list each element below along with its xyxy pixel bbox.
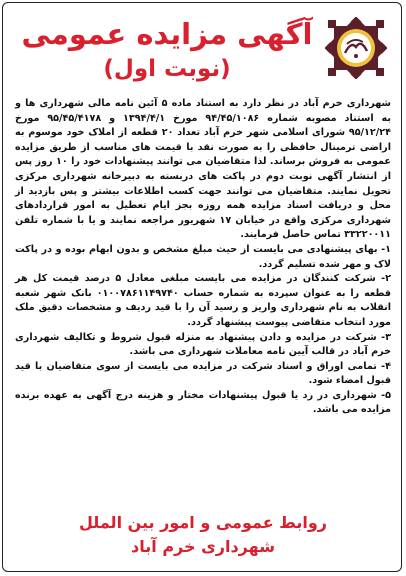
footer-department: روابط عمومی و امور بین الملل	[79, 513, 327, 532]
ad-subtitle: (نوبت اول)	[103, 56, 231, 82]
ad-title: آگهی مزایده عمومی	[21, 17, 313, 51]
condition-item-4: ۴- تمامی اوراق و اسناد شرکت در مزایده می بایست از سوی متقاضیان با قید قبول امضاء شود.	[15, 360, 391, 387]
ad-frame	[2, 2, 402, 572]
condition-item-5: ۵- شهرداری در رد یا قبول پیشنهادات مختار و هزینه درج آگهی به عهده برنده مزایده می باشد.	[15, 389, 391, 416]
ad-body	[15, 97, 391, 418]
intro-paragraph: شهرداری خرم آباد در نظر دارد به استناد ماده ۵ آئین نامه مالی شهرداری ها و به استناد مصوبه شماره ۹۴/۴۵/۱۰۸۶ مورخ ۱۳۹۴/۴/۱ و ۹۵/۴۵/۴۱۷۸ مورخ ۹۵/۱۲/۲۴ شورای اسلامی شهر خرم آباد تعداد ۲۰ قطعه از املاک خود موسوم به اراضی ترمینال حافظی را به صورت نقد با قیمت های مناسب از طریق مزایده عمومی به فروش برساند. لذا متقاضیان می توانند پیشنهادات خود را ۱۰ روز پس از انتشار آگهی نوبت دوم در پاکت های دربسته به دبیرخانه شهرداری مرکزی تحویل نمایند. متقاضیان می توانند جهت کسب اطلاعات بیشتر و پس بازدید از محل و دریافت اسناد مزایده همه روزه بجز ایام تعطیل به امور قراردادهای شهرداری مرکزی واقع در خیابان ۱۷ شهریور مراجعه نمایند و یا با شماره تلفن ۳۳۲۲۰۰۱۱ تماس حاصل فرمایند.	[15, 98, 391, 241]
municipality-logo-icon	[325, 17, 387, 79]
footer-municipality: شهرداری خرم آباد	[131, 537, 275, 556]
condition-item-3: ۳- شرکت در مزایده و دادن پیشنهاد به منزله قبول شروط و تکالیف شهرداری خرم آباد در قالب آیین نامه معاملات شهرداری می باشد.	[15, 331, 391, 358]
municipality-logo	[325, 17, 387, 79]
condition-item-2: ۲- شرکت کنندگان در مزایده می بایست مبلغی معادل ۵ درصد قیمت کل هر قطعه را به عنوان سپرده به شماره حساب ۰۱۰۰۷۸۶۱۱۴۹۷۴۰ بانک شهر شعبه انقلاب به نام شهرداری واریز و رسید آن را با قید ردیف و مشخصات دقیق ملک مورد انتخاب متقاضی پیوست پیشنهاد گردد.	[15, 273, 391, 328]
condition-item-1: ۱- بهای پیشنهادی می بایست از حیث مبلغ مشخص و بدون ابهام بوده و در پاکت لاک و مهر شده تسلیم گردد.	[15, 243, 391, 270]
